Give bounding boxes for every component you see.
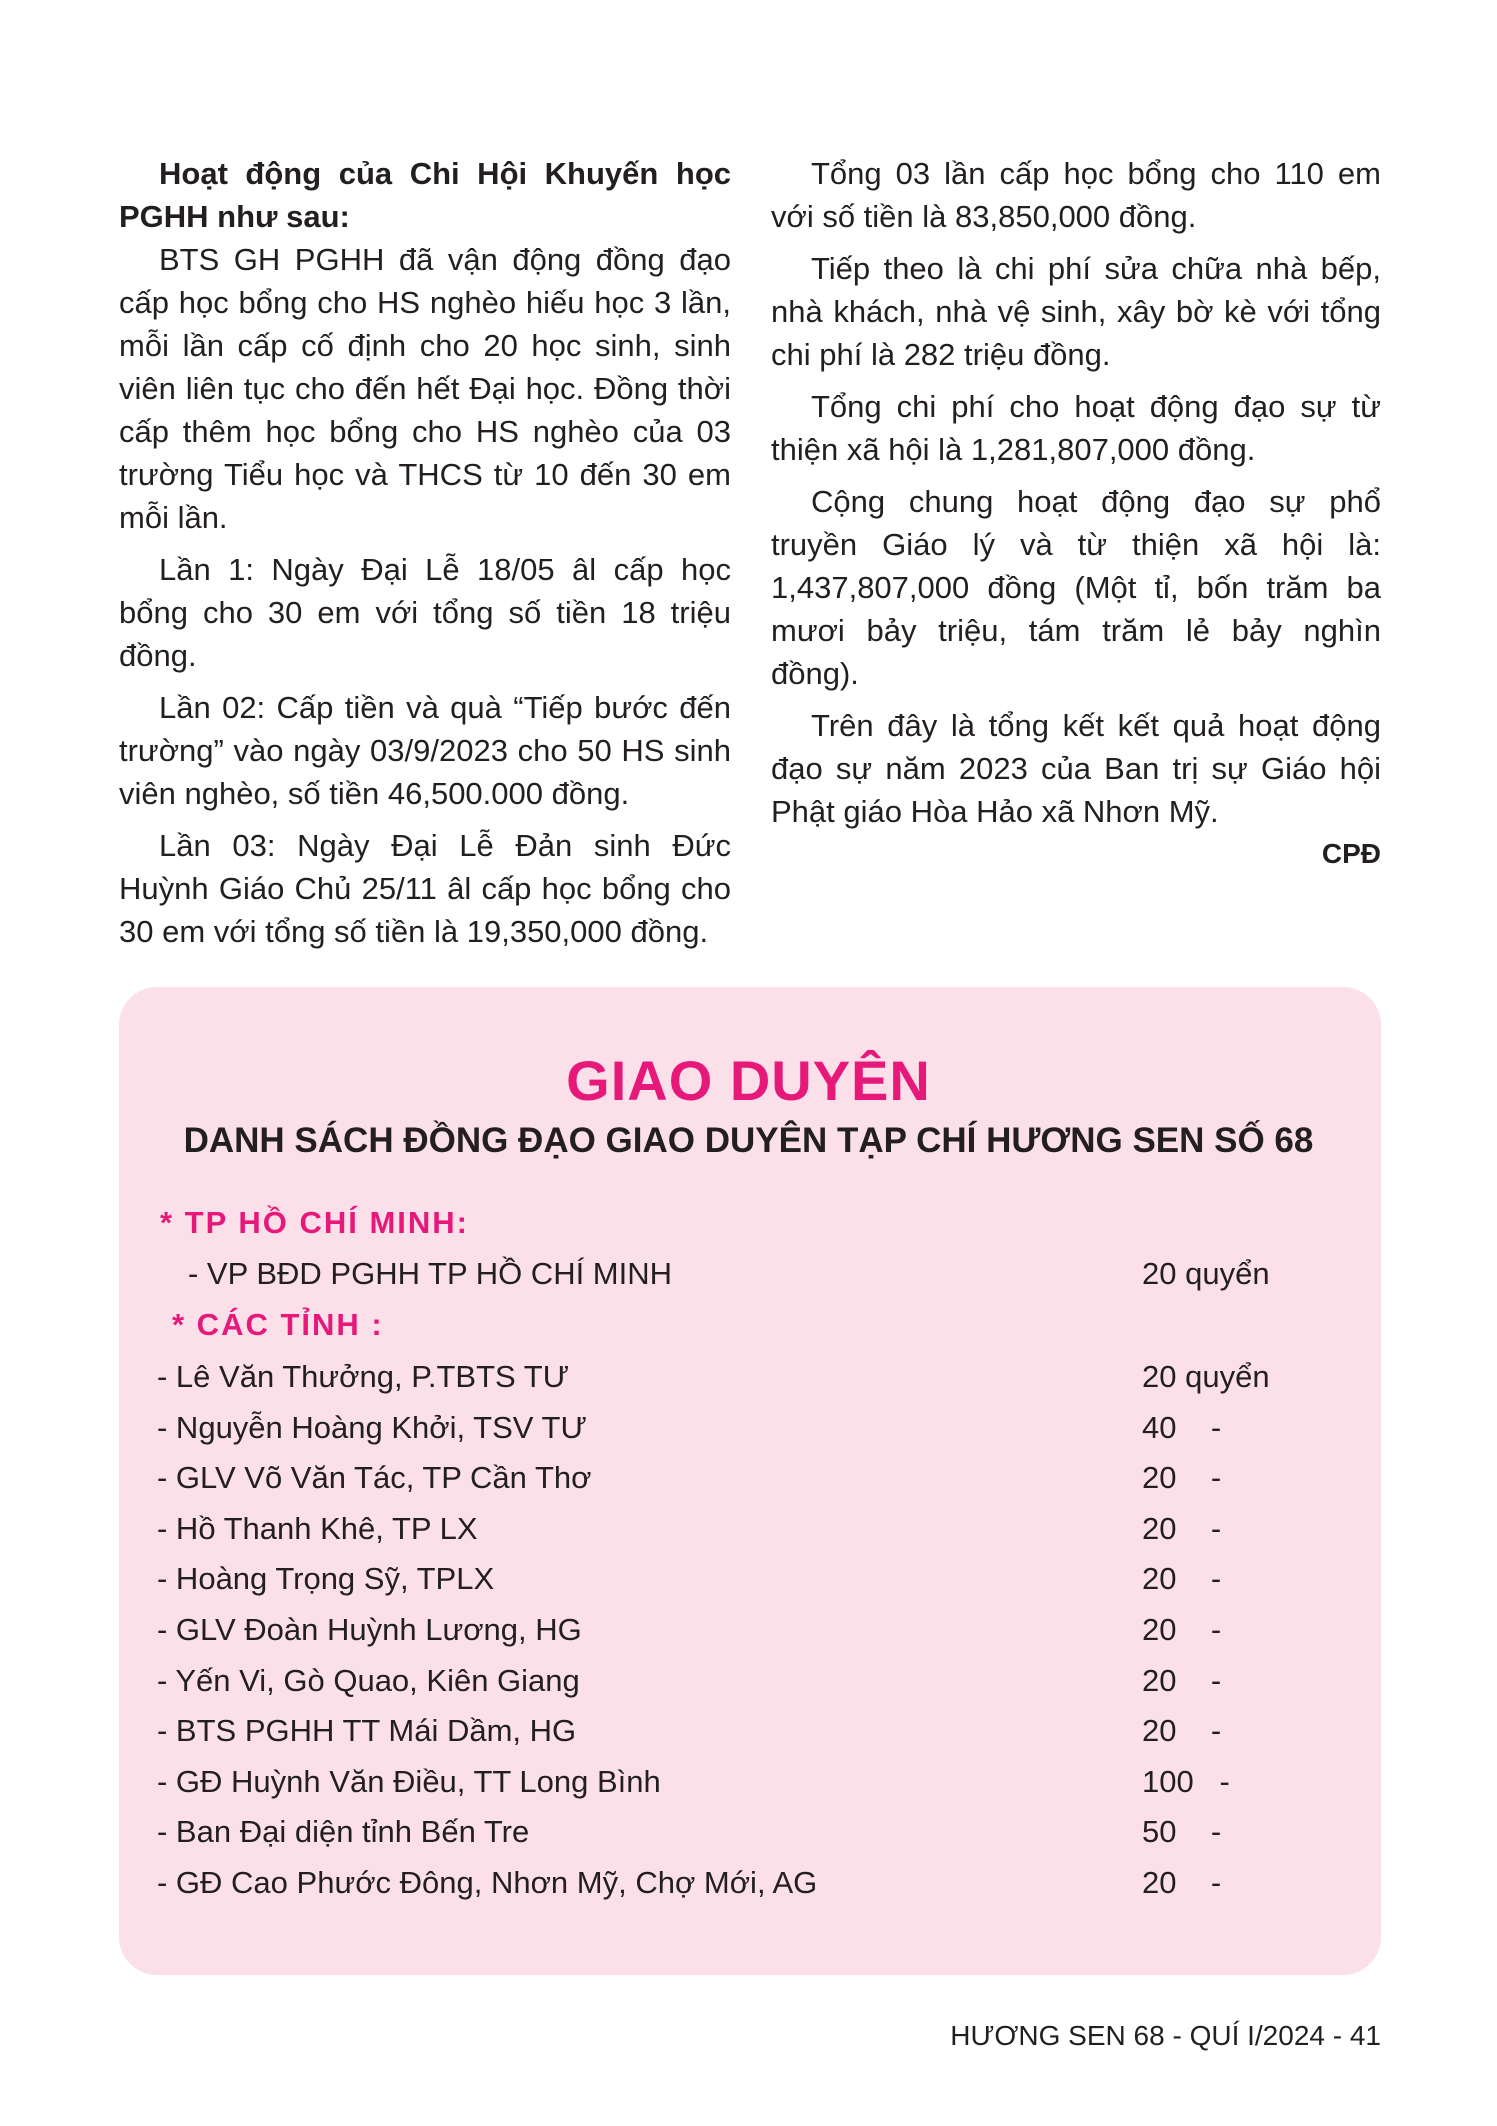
donor-quantity: 20 quyển: [1142, 1256, 1270, 1291]
donor-name: - Nguyễn Hoàng Khởi, TSV TƯ: [157, 1410, 587, 1445]
donor-name: - VP BĐD PGHH TP HỒ CHÍ MINH: [188, 1256, 673, 1291]
right-column: [771, 152, 1381, 842]
paragraph: Tiếp theo là chi phí sửa chữa nhà bếp, nhà khách, nhà vệ sinh, xây bờ kè với tổng chi phí là 282 triệu đồng.: [771, 251, 1381, 372]
donor-quantity: 20 quyển: [1142, 1359, 1270, 1394]
giao-duyen-title: GIAO DUYÊN: [566, 1049, 931, 1112]
paragraph: Tổng 03 lần cấp học bổng cho 110 em với số tiền là 83,850,000 đồng.: [771, 156, 1381, 234]
donor-quantity: 20 -: [1142, 1561, 1222, 1596]
donor-quantity: 100 -: [1142, 1764, 1230, 1799]
paragraph: Lần 02: Cấp tiền và quà “Tiếp bước đến trường” vào ngày 03/9/2023 cho 50 HS sinh viên nghèo, số tiền 46,500.000 đồng.: [119, 690, 731, 811]
donor-quantity: 20 -: [1142, 1713, 1222, 1748]
section-heading: Hoạt động của Chi Hội Khuyến học PGHH như sau:: [119, 156, 731, 234]
donor-quantity: 20 -: [1142, 1460, 1222, 1495]
paragraph: Cộng chung hoạt động đạo sự phổ truyền Giáo lý và từ thiện xã hội là: 1,437,807,000 đồng (Một tỉ, bốn trăm ba mươi bảy triệu, tám trăm lẻ bảy nghìn đồng).: [771, 484, 1381, 691]
paragraph: Lần 1: Ngày Đại Lễ 18/05 âl cấp học bổng cho 30 em với tổng số tiền 18 triệu đồng.: [119, 552, 731, 673]
donor-name: - GĐ Huỳnh Văn Điều, TT Long Bình: [157, 1764, 661, 1799]
author-signature: CPĐ: [1321, 838, 1381, 869]
donor-name: - Hồ Thanh Khê, TP LX: [157, 1511, 478, 1546]
donor-quantity: 20 -: [1142, 1612, 1222, 1647]
donor-quantity: 20 -: [1142, 1511, 1222, 1546]
paragraph: BTS GH PGHH đã vận động đồng đạo cấp học bổng cho HS nghèo hiếu học 3 lần, mỗi lần cấp cố định cho 20 học sinh, sinh viên liên tục cho đến hết Đại học. Đồng thời cấp thêm học bổng cho HS nghèo của 03 trường Tiểu học và THCS từ 10 đến 30 em mỗi lần.: [119, 242, 731, 535]
section-label-provinces: * CÁC TỈNH :: [172, 1307, 384, 1342]
donor-name: - GLV Đoàn Huỳnh Lương, HG: [157, 1612, 582, 1647]
donor-name: - GLV Võ Văn Tác, TP Cần Thơ: [157, 1460, 592, 1495]
giao-duyen-subtitle: DANH SÁCH ĐỒNG ĐẠO GIAO DUYÊN TẠP CHÍ HƯƠNG SEN SỐ 68: [183, 1121, 1314, 1160]
left-column: [119, 152, 731, 962]
donor-name: - GĐ Cao Phước Đông, Nhơn Mỹ, Chợ Mới, AG: [157, 1865, 818, 1900]
donor-quantity: 20 -: [1142, 1865, 1222, 1900]
donor-quantity: 40 -: [1142, 1410, 1222, 1445]
paragraph: Tổng chi phí cho hoạt động đạo sự từ thiện xã hội là 1,281,807,000 đồng.: [771, 389, 1381, 467]
paragraph: Lần 03: Ngày Đại Lễ Đản sinh Đức Huỳnh Giáo Chủ 25/11 âl cấp học bổng cho 30 em với tổng số tiền là 19,350,000 đồng.: [119, 828, 731, 949]
page-footer: HƯƠNG SEN 68 - QUÍ I/2024 - 41: [950, 2020, 1381, 2051]
donor-name: - Hoàng Trọng Sỹ, TPLX: [157, 1561, 495, 1596]
section-label-hcm: * TP HỒ CHÍ MINH:: [160, 1205, 469, 1240]
donor-name: - Yến Vi, Gò Quao, Kiên Giang: [157, 1663, 580, 1698]
paragraph: Trên đây là tổng kết kết quả hoạt động đạo sự năm 2023 của Ban trị sự Giáo hội Phật giáo Hòa Hảo xã Nhơn Mỹ.: [771, 708, 1381, 829]
donor-quantity: 50 -: [1142, 1814, 1222, 1849]
donor-name: - BTS PGHH TT Mái Dầm, HG: [157, 1713, 577, 1748]
donor-name: - Ban Đại diện tỉnh Bến Tre: [157, 1814, 530, 1849]
donor-quantity: 20 -: [1142, 1663, 1222, 1698]
donor-name: - Lê Văn Thưởng, P.TBTS TƯ: [157, 1359, 570, 1394]
